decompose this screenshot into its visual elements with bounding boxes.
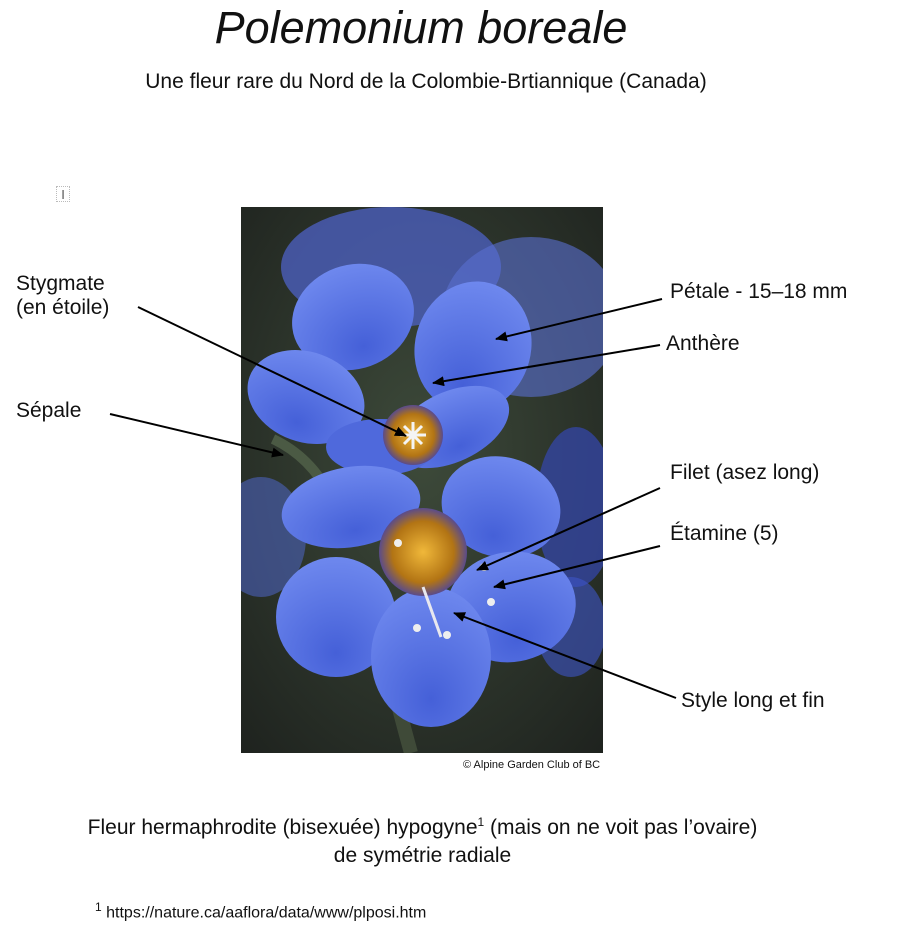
label-petale: Pétale - 15–18 mm: [670, 280, 848, 303]
caption-line1-rest: (mais on ne voit pas l’ovaire): [484, 816, 758, 839]
caption-line2: de symétrie radiale: [333, 844, 512, 867]
label-filet: Filet (asez long): [670, 461, 820, 484]
text-cursor-icon: I: [56, 186, 70, 202]
label-stygmate-line2: (en étoile): [16, 296, 110, 319]
label-stygmate-line1: Stygmate: [16, 272, 105, 295]
caption-line1: [0, 808, 845, 842]
label-anthere: Anthère: [666, 332, 740, 355]
label-sepale: Sépale: [16, 399, 82, 422]
label-stygmate: [16, 272, 109, 320]
footnote-url: https://nature.ca/aaflora/data/www/plposi.htm: [106, 904, 427, 922]
label-style: Style long et fin: [681, 689, 825, 712]
label-etamine: Étamine (5): [670, 522, 779, 545]
flower-photo: [241, 207, 603, 753]
photo-credit: © Alpine Garden Club of BC: [463, 759, 601, 771]
page-subtitle: Une fleur rare du Nord de la Colombie-Brtiannique (Canada): [145, 70, 707, 93]
page-title: Polemonium boreale: [214, 2, 628, 53]
caption: [0, 808, 845, 870]
footnote-ref: 1: [477, 815, 485, 829]
caption-line1-text: Fleur hermaphrodite (bisexuée) hypogyne: [87, 816, 478, 839]
footnote: [95, 900, 426, 922]
footnote-marker: 1: [95, 900, 102, 914]
